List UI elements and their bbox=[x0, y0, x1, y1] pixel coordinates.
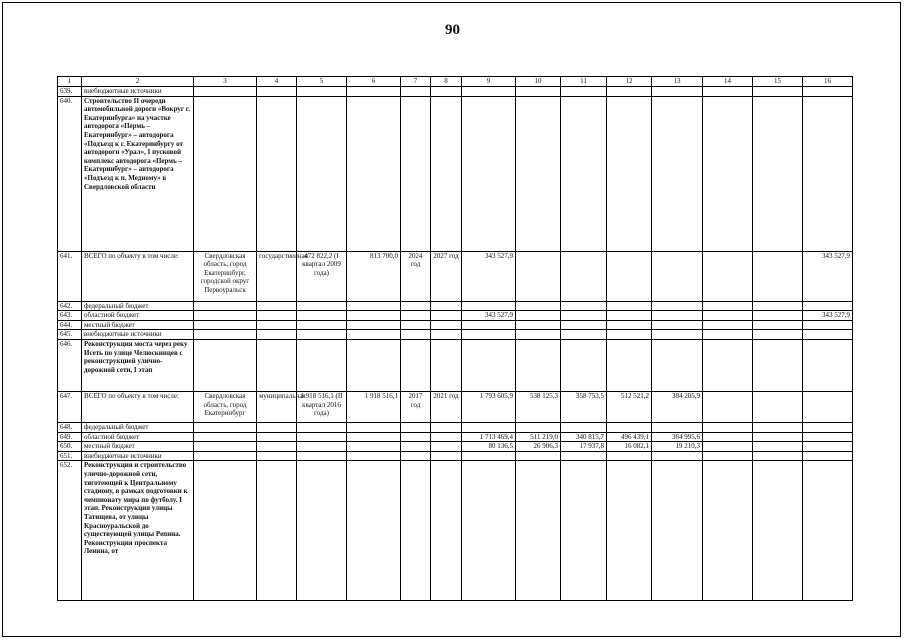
col-header: 5 bbox=[297, 77, 347, 87]
col-header: 7 bbox=[401, 77, 431, 87]
cell-col-10 bbox=[516, 330, 561, 340]
cell-col-14 bbox=[703, 330, 753, 340]
cell-col-12 bbox=[607, 339, 652, 391]
cell-col-10 bbox=[516, 96, 561, 251]
cell-col-9 bbox=[462, 339, 516, 391]
cell-col-4 bbox=[257, 87, 297, 97]
cell-col-14 bbox=[703, 391, 753, 422]
col-header: 10 bbox=[516, 77, 561, 87]
cell-col-10: 538 125,3 bbox=[516, 391, 561, 422]
cell-col-8 bbox=[431, 301, 462, 311]
cell-col-15 bbox=[753, 432, 803, 442]
cell-col-4 bbox=[257, 301, 297, 311]
table-row bbox=[58, 442, 853, 452]
cell-col-7 bbox=[401, 311, 431, 321]
cell-col-14 bbox=[703, 251, 753, 301]
cell-col-11 bbox=[561, 96, 607, 251]
row-description: федеральный бюджет bbox=[82, 422, 194, 432]
cell-col-6 bbox=[347, 311, 401, 321]
row-description: местный бюджет bbox=[82, 442, 194, 452]
cell-col-10 bbox=[516, 461, 561, 601]
cell-col-16 bbox=[803, 432, 853, 442]
cell-col-6 bbox=[347, 87, 401, 97]
cell-col-15 bbox=[753, 461, 803, 601]
cell-col-13: 364 995,6 bbox=[652, 432, 703, 442]
cell-col-15 bbox=[753, 339, 803, 391]
cell-col-4 bbox=[257, 320, 297, 330]
cell-col-5 bbox=[297, 320, 347, 330]
cell-col-3: Свердловская область, город Екатеринбург, городской округ Первоуральск bbox=[194, 251, 257, 301]
cell-col-16 bbox=[803, 391, 853, 422]
cell-col-13 bbox=[652, 87, 703, 97]
row-number: 652. bbox=[58, 461, 82, 601]
row-number: 645. bbox=[58, 330, 82, 340]
cell-col-4 bbox=[257, 442, 297, 452]
cell-col-15 bbox=[753, 251, 803, 301]
cell-col-16 bbox=[803, 451, 853, 461]
page-number: 90 bbox=[445, 22, 460, 38]
cell-col-6 bbox=[347, 301, 401, 311]
cell-col-9: 1 793 605,9 bbox=[462, 391, 516, 422]
cell-col-8 bbox=[431, 330, 462, 340]
cell-col-12 bbox=[607, 330, 652, 340]
cell-col-14 bbox=[703, 311, 753, 321]
col-header: 13 bbox=[652, 77, 703, 87]
cell-col-10 bbox=[516, 320, 561, 330]
cell-col-3: Свердловская область, город Екатеринбург bbox=[194, 391, 257, 422]
cell-col-15 bbox=[753, 422, 803, 432]
cell-col-5: 472 822,2 (I квартал 2009 года) bbox=[297, 251, 347, 301]
cell-col-6: 1 918 516,1 bbox=[347, 391, 401, 422]
cell-col-3 bbox=[194, 461, 257, 601]
row-number: 639. bbox=[58, 87, 82, 97]
cell-col-9 bbox=[462, 451, 516, 461]
cell-col-16: 343 527,9 bbox=[803, 311, 853, 321]
cell-col-5 bbox=[297, 339, 347, 391]
col-header: 14 bbox=[703, 77, 753, 87]
cell-col-10 bbox=[516, 311, 561, 321]
cell-col-7 bbox=[401, 451, 431, 461]
row-number: 651. bbox=[58, 451, 82, 461]
cell-col-14 bbox=[703, 461, 753, 601]
row-description: внебюджетные источники bbox=[82, 451, 194, 461]
cell-col-8 bbox=[431, 311, 462, 321]
row-description: областной бюджет bbox=[82, 311, 194, 321]
cell-col-16 bbox=[803, 301, 853, 311]
cell-col-14 bbox=[703, 451, 753, 461]
cell-col-10 bbox=[516, 422, 561, 432]
cell-col-8 bbox=[431, 87, 462, 97]
cell-col-3 bbox=[194, 320, 257, 330]
cell-col-11: 358 753,5 bbox=[561, 391, 607, 422]
cell-col-11 bbox=[561, 311, 607, 321]
cell-col-4 bbox=[257, 451, 297, 461]
cell-col-13 bbox=[652, 330, 703, 340]
cell-col-7 bbox=[401, 422, 431, 432]
cell-col-8 bbox=[431, 432, 462, 442]
cell-col-15 bbox=[753, 301, 803, 311]
cell-col-8: 2027 год bbox=[431, 251, 462, 301]
col-header: 3 bbox=[194, 77, 257, 87]
row-description: Реконструкция моста через реку Исеть по улице Челюскинцев с реконструкцией улично-дорожной сети, I этап bbox=[82, 339, 194, 391]
cell-col-15 bbox=[753, 311, 803, 321]
row-number: 646. bbox=[58, 339, 82, 391]
cell-col-11: 340 815,7 bbox=[561, 432, 607, 442]
cell-col-16 bbox=[803, 330, 853, 340]
cell-col-7 bbox=[401, 330, 431, 340]
row-description: Строительство II очереди автомобильной дороги «Вокруг г. Екатеринбурга» на участке автодорога «Пермь – Екатеринбург» – автодорога «Подъезд к г. Екатеринбургу от автодороги «Урал», I пусковой комплекс автодорога «Пермь – Екатеринбург» – автодорога «Подъезд к п. Медному» в Свердловской области bbox=[82, 96, 194, 251]
table-row bbox=[58, 301, 853, 311]
col-header: 9 bbox=[462, 77, 516, 87]
cell-col-12: 512 521,2 bbox=[607, 391, 652, 422]
cell-col-11 bbox=[561, 422, 607, 432]
cell-col-7 bbox=[401, 320, 431, 330]
cell-col-16 bbox=[803, 442, 853, 452]
cell-col-12: 16 082,1 bbox=[607, 442, 652, 452]
cell-col-3 bbox=[194, 451, 257, 461]
cell-col-4 bbox=[257, 96, 297, 251]
cell-col-14 bbox=[703, 422, 753, 432]
cell-col-13 bbox=[652, 301, 703, 311]
cell-col-9 bbox=[462, 422, 516, 432]
cell-col-10 bbox=[516, 339, 561, 391]
cell-col-11 bbox=[561, 251, 607, 301]
table-row bbox=[58, 391, 853, 422]
cell-col-10: 511 219,0 bbox=[516, 432, 561, 442]
table-row bbox=[58, 87, 853, 97]
cell-col-14 bbox=[703, 96, 753, 251]
cell-col-5 bbox=[297, 461, 347, 601]
cell-col-14 bbox=[703, 320, 753, 330]
cell-col-4 bbox=[257, 432, 297, 442]
cell-col-8 bbox=[431, 461, 462, 601]
row-number: 643. bbox=[58, 311, 82, 321]
table-row bbox=[58, 339, 853, 391]
col-header: 11 bbox=[561, 77, 607, 87]
col-header: 15 bbox=[753, 77, 803, 87]
row-number: 644. bbox=[58, 320, 82, 330]
table-row bbox=[58, 451, 853, 461]
cell-col-12 bbox=[607, 301, 652, 311]
cell-col-7 bbox=[401, 432, 431, 442]
row-number: 648. bbox=[58, 422, 82, 432]
cell-col-3 bbox=[194, 311, 257, 321]
table-body bbox=[58, 87, 853, 601]
budget-table bbox=[57, 76, 853, 601]
cell-col-9 bbox=[462, 320, 516, 330]
cell-col-9: 343 527,9 bbox=[462, 251, 516, 301]
cell-col-12 bbox=[607, 87, 652, 97]
cell-col-9: 80 136,5 bbox=[462, 442, 516, 452]
cell-col-7 bbox=[401, 442, 431, 452]
row-number: 642. bbox=[58, 301, 82, 311]
row-description: ВСЕГО по объекту в том числе: bbox=[82, 251, 194, 301]
cell-col-4: государственная bbox=[257, 251, 297, 301]
cell-col-13: 384 205,9 bbox=[652, 391, 703, 422]
cell-col-15 bbox=[753, 87, 803, 97]
row-number: 640. bbox=[58, 96, 82, 251]
col-header: 16 bbox=[803, 77, 853, 87]
cell-col-16 bbox=[803, 422, 853, 432]
cell-col-10 bbox=[516, 87, 561, 97]
cell-col-15 bbox=[753, 451, 803, 461]
cell-col-11 bbox=[561, 339, 607, 391]
cell-col-9 bbox=[462, 96, 516, 251]
row-description: Реконструкция и строительство улично-дорожной сети, тяготеющей к Центральному стадиону, в рамках подготовки к чемпионату мира по футболу. I этап. Реконструкция улицы Татищева, от улицы Красноуральской до существующей улицы Репина. Реконструкция проспекта Ленина, от bbox=[82, 461, 194, 601]
cell-col-13 bbox=[652, 451, 703, 461]
cell-col-14 bbox=[703, 432, 753, 442]
cell-col-6 bbox=[347, 432, 401, 442]
cell-col-8 bbox=[431, 442, 462, 452]
row-number: 647. bbox=[58, 391, 82, 422]
row-description: ВСЕГО по объекту в том числе: bbox=[82, 391, 194, 422]
cell-col-13 bbox=[652, 311, 703, 321]
table-row bbox=[58, 461, 853, 601]
cell-col-13 bbox=[652, 96, 703, 251]
cell-col-11 bbox=[561, 330, 607, 340]
cell-col-15 bbox=[753, 96, 803, 251]
cell-col-10 bbox=[516, 301, 561, 311]
cell-col-7 bbox=[401, 461, 431, 601]
cell-col-14 bbox=[703, 301, 753, 311]
cell-col-11 bbox=[561, 87, 607, 97]
table-row bbox=[58, 96, 853, 251]
column-number-row bbox=[58, 77, 853, 87]
cell-col-13 bbox=[652, 422, 703, 432]
cell-col-7 bbox=[401, 301, 431, 311]
cell-col-16 bbox=[803, 87, 853, 97]
cell-col-4 bbox=[257, 311, 297, 321]
row-number: 649. bbox=[58, 432, 82, 442]
cell-col-16 bbox=[803, 320, 853, 330]
cell-col-11 bbox=[561, 451, 607, 461]
col-header: 4 bbox=[257, 77, 297, 87]
cell-col-5 bbox=[297, 442, 347, 452]
cell-col-10: 26 906,3 bbox=[516, 442, 561, 452]
table-row bbox=[58, 432, 853, 442]
cell-col-5 bbox=[297, 311, 347, 321]
col-header: 8 bbox=[431, 77, 462, 87]
cell-col-8 bbox=[431, 422, 462, 432]
row-description: внебюджетные источники bbox=[82, 87, 194, 97]
cell-col-3 bbox=[194, 422, 257, 432]
cell-col-11 bbox=[561, 301, 607, 311]
cell-col-9 bbox=[462, 461, 516, 601]
cell-col-12 bbox=[607, 451, 652, 461]
cell-col-6 bbox=[347, 461, 401, 601]
cell-col-7 bbox=[401, 96, 431, 251]
col-header: 6 bbox=[347, 77, 401, 87]
cell-col-5 bbox=[297, 432, 347, 442]
cell-col-9 bbox=[462, 330, 516, 340]
table-row bbox=[58, 330, 853, 340]
cell-col-13 bbox=[652, 461, 703, 601]
cell-col-8: 2021 год bbox=[431, 391, 462, 422]
cell-col-16 bbox=[803, 339, 853, 391]
cell-col-9: 1 713 469,4 bbox=[462, 432, 516, 442]
cell-col-16 bbox=[803, 96, 853, 251]
cell-col-3 bbox=[194, 96, 257, 251]
cell-col-11: 17 937,8 bbox=[561, 442, 607, 452]
col-header: 12 bbox=[607, 77, 652, 87]
cell-col-3 bbox=[194, 301, 257, 311]
cell-col-4 bbox=[257, 339, 297, 391]
cell-col-15 bbox=[753, 391, 803, 422]
row-number: 650. bbox=[58, 442, 82, 452]
row-number: 641. bbox=[58, 251, 82, 301]
cell-col-5 bbox=[297, 87, 347, 97]
cell-col-3 bbox=[194, 432, 257, 442]
cell-col-14 bbox=[703, 442, 753, 452]
cell-col-9 bbox=[462, 301, 516, 311]
cell-col-13 bbox=[652, 251, 703, 301]
cell-col-7 bbox=[401, 87, 431, 97]
cell-col-5 bbox=[297, 301, 347, 311]
cell-col-5 bbox=[297, 422, 347, 432]
cell-col-6 bbox=[347, 96, 401, 251]
row-description: федеральный бюджет bbox=[82, 301, 194, 311]
cell-col-13: 19 210,3 bbox=[652, 442, 703, 452]
cell-col-9 bbox=[462, 87, 516, 97]
cell-col-6 bbox=[347, 339, 401, 391]
cell-col-12 bbox=[607, 422, 652, 432]
cell-col-5 bbox=[297, 451, 347, 461]
col-header: 1 bbox=[58, 77, 82, 87]
cell-col-4: муниципальная bbox=[257, 391, 297, 422]
cell-col-10 bbox=[516, 251, 561, 301]
cell-col-8 bbox=[431, 320, 462, 330]
cell-col-12 bbox=[607, 96, 652, 251]
cell-col-15 bbox=[753, 320, 803, 330]
cell-col-3 bbox=[194, 339, 257, 391]
cell-col-15 bbox=[753, 330, 803, 340]
cell-col-7: 2024 год bbox=[401, 251, 431, 301]
cell-col-16: 343 527,9 bbox=[803, 251, 853, 301]
cell-col-4 bbox=[257, 422, 297, 432]
cell-col-3 bbox=[194, 442, 257, 452]
cell-col-5 bbox=[297, 330, 347, 340]
cell-col-6 bbox=[347, 320, 401, 330]
cell-col-8 bbox=[431, 339, 462, 391]
cell-col-11 bbox=[561, 320, 607, 330]
cell-col-14 bbox=[703, 87, 753, 97]
cell-col-4 bbox=[257, 330, 297, 340]
cell-col-7: 2017 год bbox=[401, 391, 431, 422]
cell-col-15 bbox=[753, 442, 803, 452]
cell-col-7 bbox=[401, 339, 431, 391]
cell-col-6: 813 700,0 bbox=[347, 251, 401, 301]
table-row bbox=[58, 311, 853, 321]
cell-col-9: 343 527,9 bbox=[462, 311, 516, 321]
cell-col-8 bbox=[431, 451, 462, 461]
cell-col-12 bbox=[607, 461, 652, 601]
cell-col-6 bbox=[347, 442, 401, 452]
cell-col-3 bbox=[194, 330, 257, 340]
cell-col-4 bbox=[257, 461, 297, 601]
cell-col-13 bbox=[652, 320, 703, 330]
cell-col-3 bbox=[194, 87, 257, 97]
cell-col-11 bbox=[561, 461, 607, 601]
cell-col-16 bbox=[803, 461, 853, 601]
cell-col-12 bbox=[607, 311, 652, 321]
col-header: 2 bbox=[82, 77, 194, 87]
cell-col-6 bbox=[347, 422, 401, 432]
cell-col-13 bbox=[652, 339, 703, 391]
cell-col-14 bbox=[703, 339, 753, 391]
cell-col-5 bbox=[297, 96, 347, 251]
row-description: местный бюджет bbox=[82, 320, 194, 330]
cell-col-12 bbox=[607, 320, 652, 330]
row-description: областной бюджет bbox=[82, 432, 194, 442]
table-row bbox=[58, 422, 853, 432]
table-row bbox=[58, 251, 853, 301]
cell-col-12: 496 439,1 bbox=[607, 432, 652, 442]
cell-col-6 bbox=[347, 330, 401, 340]
row-description: внебюджетные источники bbox=[82, 330, 194, 340]
cell-col-12 bbox=[607, 251, 652, 301]
cell-col-10 bbox=[516, 451, 561, 461]
table-row bbox=[58, 320, 853, 330]
cell-col-6 bbox=[347, 451, 401, 461]
cell-col-5: 1 918 516,1 (II квартал 2016 года) bbox=[297, 391, 347, 422]
cell-col-8 bbox=[431, 96, 462, 251]
